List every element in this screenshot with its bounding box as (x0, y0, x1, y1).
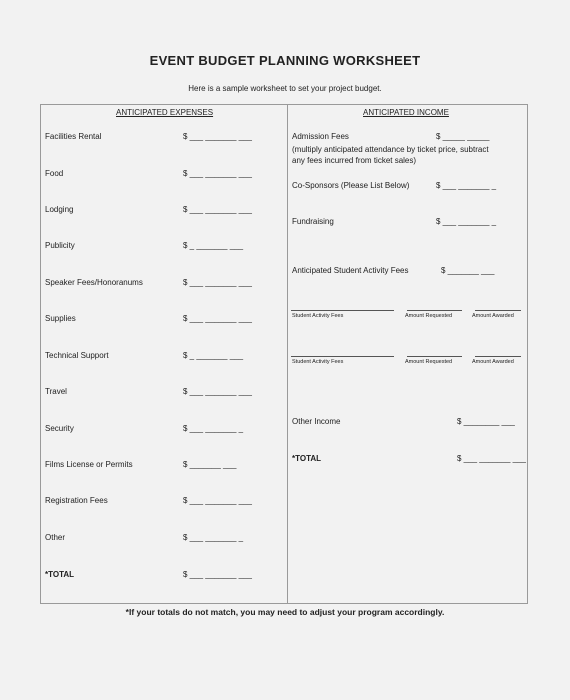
expenses-header: ANTICIPATED EXPENSES (116, 108, 214, 117)
page-title: EVENT BUDGET PLANNING WORKSHEET (149, 53, 421, 68)
expense-amount-field[interactable]: $ ___ _______ ___ (183, 169, 252, 178)
expense-label: Security (45, 424, 74, 433)
expense-label: Publicity (45, 241, 75, 250)
worksheet-table (40, 104, 528, 604)
student-activity-fees-caption: Student Activity Fees (292, 313, 344, 319)
expense-label: Facilities Rental (45, 132, 102, 141)
expense-amount-field[interactable]: $ _ _______ ___ (183, 241, 244, 250)
expense-amount-field[interactable]: $ ___ _______ ___ (183, 278, 252, 287)
other-income-field[interactable]: $ ________ ___ (457, 417, 515, 426)
cosponsors-label: Co-Sponsors (Please List Below) (292, 181, 410, 190)
expense-label: Supplies (45, 314, 76, 323)
expense-amount-field[interactable]: $ _______ ___ (183, 460, 237, 469)
admission-fees-label: Admission Fees (292, 132, 349, 141)
expense-label: Travel (45, 387, 67, 396)
expense-amount-field[interactable]: $ ___ _______ _ (183, 424, 244, 433)
expense-amount-field[interactable]: $ _ _______ ___ (183, 351, 244, 360)
expense-label: Technical Support (45, 351, 109, 360)
fundraising-field[interactable]: $ ___ _______ _ (436, 217, 497, 226)
expense-amount-field[interactable]: $ ___ _______ ___ (183, 205, 252, 214)
expense-amount-field[interactable]: $ ___ _______ ___ (183, 314, 252, 323)
admission-fees-field[interactable]: $ _____ _____ (436, 132, 490, 141)
expense-label: Lodging (45, 205, 74, 214)
other-income-label: Other Income (292, 417, 341, 426)
amount-requested-line[interactable] (407, 356, 462, 357)
column-divider (287, 104, 288, 604)
amount-awarded-caption: Amount Awarded (472, 359, 514, 365)
income-total-field[interactable]: $ ___ _______ ___ (457, 454, 526, 463)
admission-note: (multiply anticipated attendance by ticket price, subtract (292, 145, 489, 154)
expense-amount-field[interactable]: $ ___ _______ ___ (183, 496, 252, 505)
expense-label: Registration Fees (45, 496, 108, 505)
income-total-label: *TOTAL (292, 454, 322, 463)
expense-total-field[interactable]: $ ___ _______ ___ (183, 570, 252, 579)
expense-label: Films License or Permits (45, 460, 133, 469)
amount-awarded-caption: Amount Awarded (472, 313, 514, 319)
expense-amount-field[interactable]: $ ___ _______ ___ (183, 132, 252, 141)
cosponsors-field[interactable]: $ ___ _______ _ (436, 181, 497, 190)
amount-requested-caption: Amount Requested (405, 359, 453, 365)
amount-awarded-line[interactable] (475, 310, 521, 311)
income-header: ANTICIPATED INCOME (363, 108, 449, 117)
activity-fees-field[interactable]: $ _______ ___ (441, 266, 495, 275)
expense-label: Other (45, 533, 66, 542)
student-activity-fees-line[interactable] (291, 310, 394, 311)
expense-label: Speaker Fees/Honoranums (45, 278, 143, 287)
student-activity-fees-caption: Student Activity Fees (292, 359, 344, 365)
student-activity-fees-line[interactable] (291, 356, 394, 357)
expense-amount-field[interactable]: $ ___ _______ _ (183, 533, 244, 542)
expense-total-label: *TOTAL (45, 570, 75, 579)
expense-amount-field[interactable]: $ ___ _______ ___ (183, 387, 252, 396)
expense-label: Food (45, 169, 64, 178)
amount-awarded-line[interactable] (475, 356, 521, 357)
admission-note: any fees incurred from ticket sales) (292, 156, 417, 165)
fundraising-label: Fundraising (292, 217, 334, 226)
amount-requested-line[interactable] (407, 310, 462, 311)
amount-requested-caption: Amount Requested (405, 313, 453, 319)
activity-fees-label: Anticipated Student Activity Fees (292, 266, 409, 275)
page-subtitle: Here is a sample worksheet to set your project budget. (188, 84, 382, 93)
footer-note: *If your totals do not match, you may need to adjust your program accordingly. (125, 607, 445, 617)
